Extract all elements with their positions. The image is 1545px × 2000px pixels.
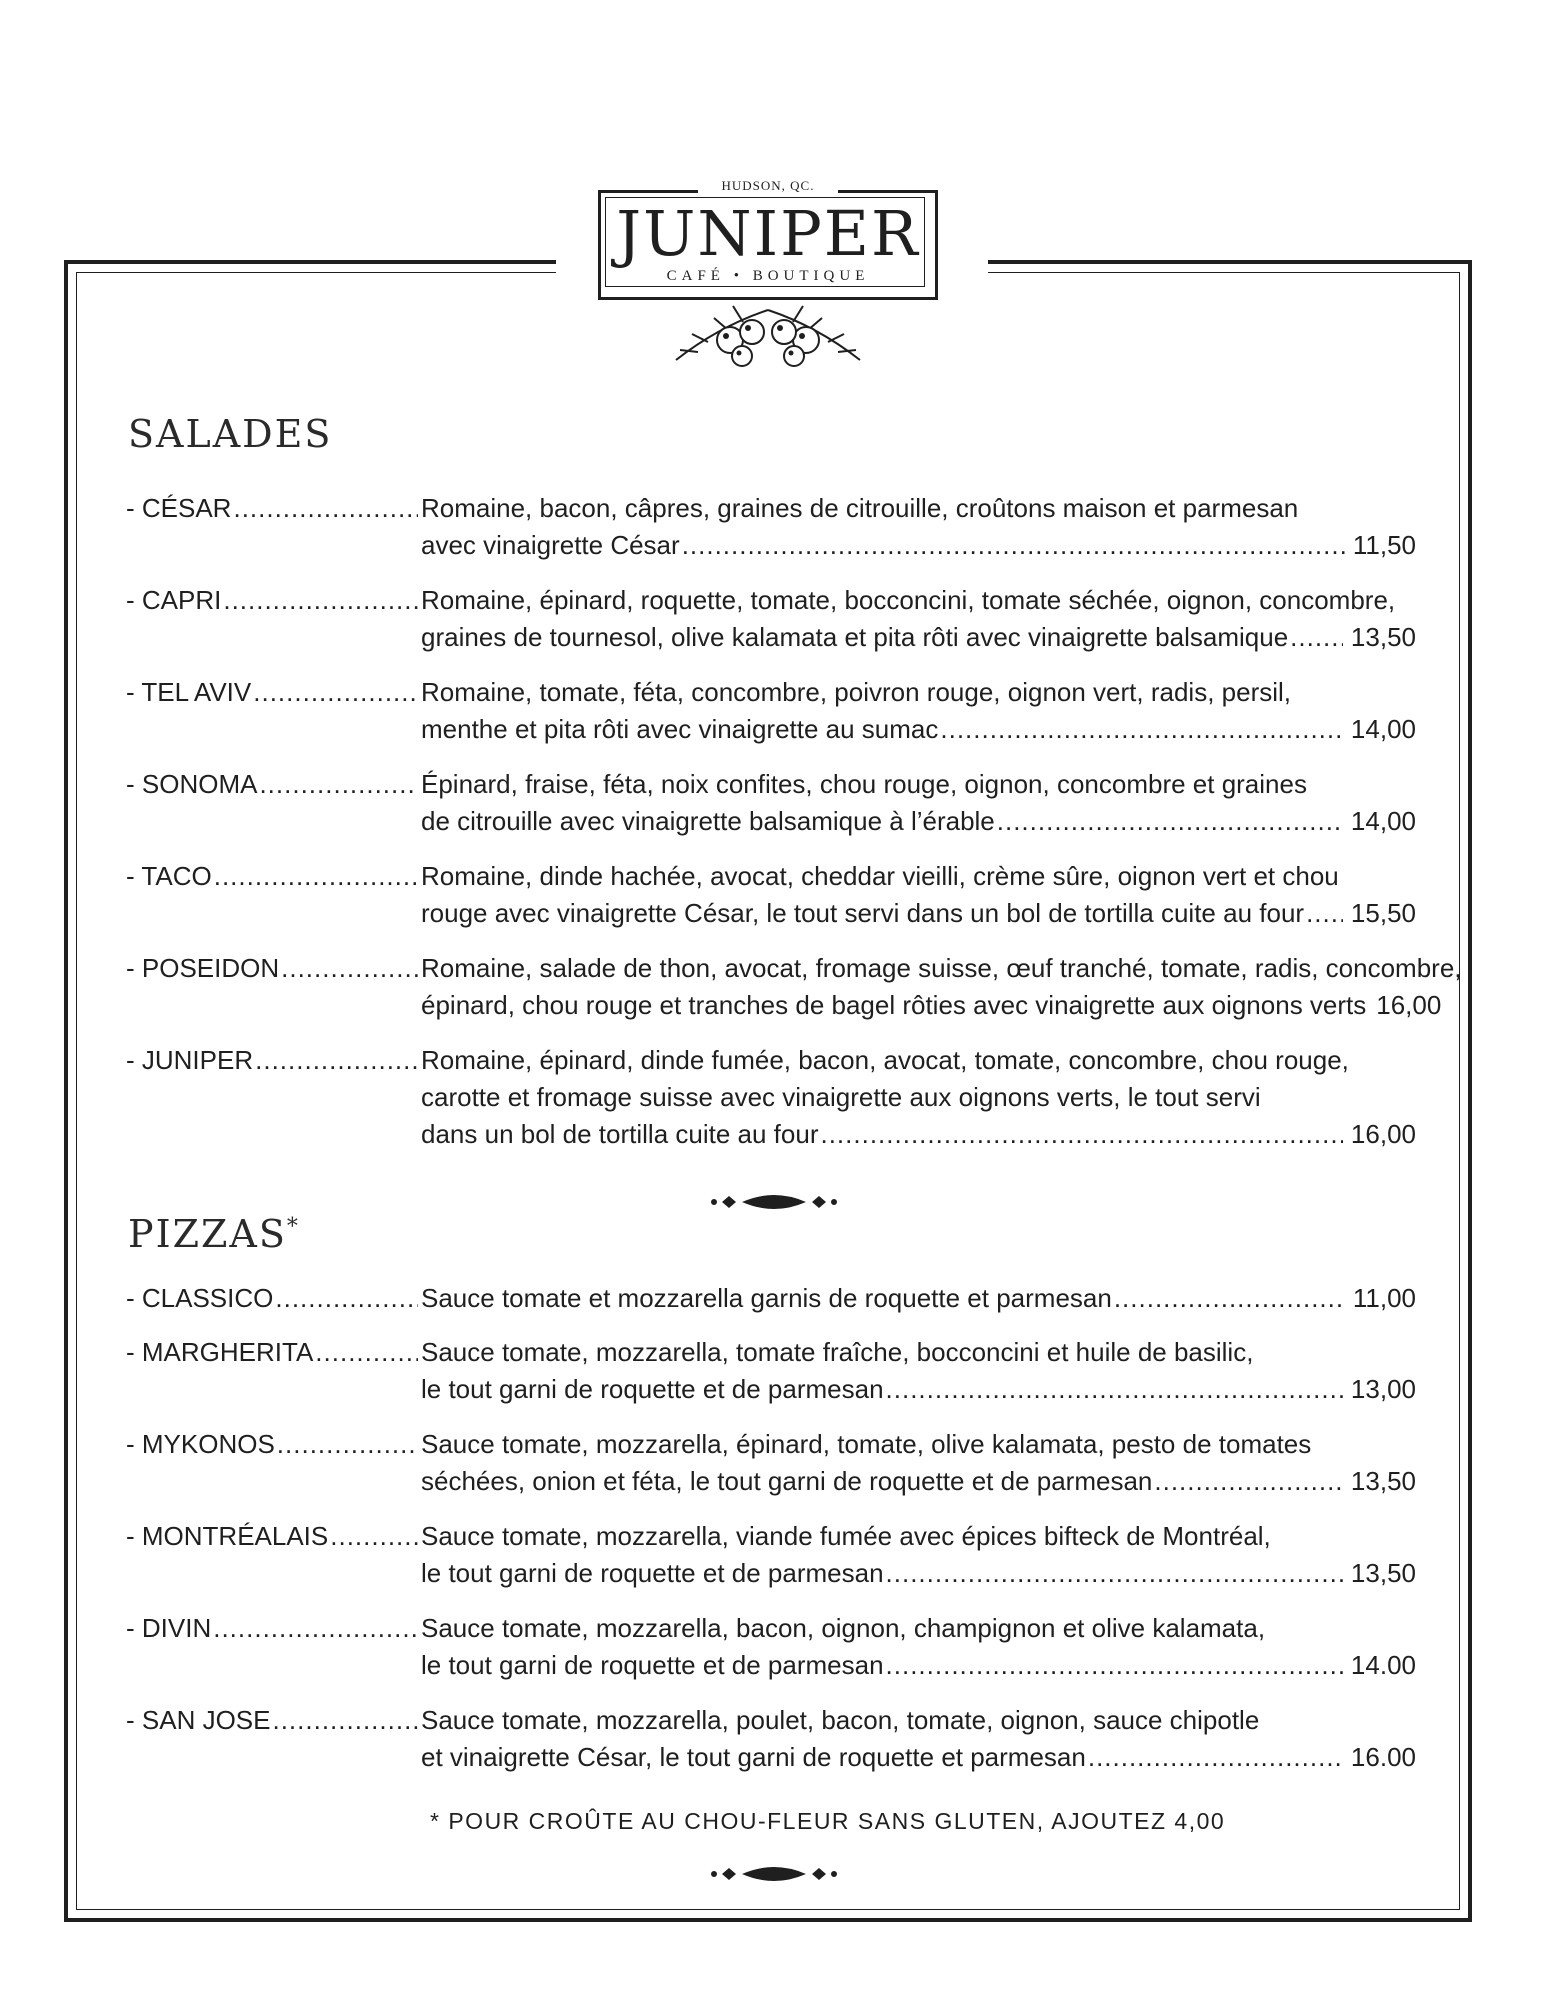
description-last-line	[421, 527, 1416, 564]
dot-leader	[682, 527, 1345, 564]
description-line: graines de tournesol, olive kalamata et pita rôti avec vinaigrette balsamique	[421, 622, 1289, 652]
item-price: 16,00	[1350, 1119, 1416, 1149]
dot-leader	[259, 766, 418, 803]
description-last-line	[421, 895, 1416, 932]
description-line: Sauce tomate, mozzarella, tomate fraîche, bocconcini et huile de basilic,	[421, 1337, 1254, 1367]
dot-leader	[1290, 619, 1343, 656]
description-line: dans un bol de tortilla cuite au four	[421, 1119, 819, 1149]
juniper-sprig-icon	[668, 290, 868, 370]
description-line: Romaine, tomate, féta, concombre, poivron rouge, oignon vert, radis, persil,	[421, 677, 1291, 707]
dot-leader	[330, 1518, 418, 1555]
item-price: 13,00	[1350, 1374, 1416, 1404]
ornament-divider-icon	[708, 1188, 840, 1216]
description-last-line	[421, 1739, 1416, 1776]
item-name: - TEL AVIV	[126, 677, 252, 707]
item-name-col	[126, 1702, 418, 1739]
item-name-col	[126, 766, 418, 803]
item-description	[421, 490, 1416, 564]
dot-leader	[255, 1042, 418, 1079]
item-name: - DIVIN	[126, 1613, 212, 1643]
dot-leader	[315, 1334, 418, 1371]
item-description	[421, 674, 1416, 748]
description-line: avec vinaigrette César	[421, 530, 680, 560]
description-last-line	[421, 711, 1416, 748]
dot-leader	[886, 1555, 1343, 1592]
description-last-line	[421, 1116, 1416, 1153]
description-line: séchées, onion et féta, le tout garni de roquette et de parmesan	[421, 1466, 1153, 1496]
item-name: - JUNIPER	[126, 1045, 254, 1075]
dot-leader	[275, 1280, 418, 1317]
description-line: Sauce tomate, mozzarella, viande fumée avec épices bifteck de Montréal,	[421, 1521, 1271, 1551]
dot-leader	[223, 582, 418, 619]
dot-leader	[272, 1702, 418, 1739]
description-last-line	[421, 1555, 1416, 1592]
item-name-col	[126, 1518, 418, 1555]
item-description	[421, 1426, 1416, 1500]
dot-leader	[886, 1371, 1343, 1408]
description-line: Sauce tomate, mozzarella, épinard, tomate, olive kalamata, pesto de tomates	[421, 1429, 1312, 1459]
item-price: 14,00	[1350, 714, 1416, 744]
logo-name: JUNIPER	[616, 197, 920, 270]
dot-leader	[997, 803, 1343, 840]
dot-leader	[820, 1116, 1342, 1153]
description-line: rouge avec vinaigrette César, le tout servi dans un bol de tortilla cuite au four	[421, 898, 1305, 928]
dot-leader	[281, 950, 418, 987]
item-description	[421, 950, 1462, 1024]
item-name: - CLASSICO	[126, 1283, 274, 1313]
item-description	[421, 858, 1416, 932]
dot-leader	[277, 1426, 418, 1463]
description-last-line	[421, 1280, 1416, 1317]
item-name-col	[126, 858, 418, 895]
description-last-line	[421, 1647, 1416, 1684]
description-line: Romaine, bacon, câpres, graines de citrouille, croûtons maison et parmesan	[421, 493, 1299, 523]
item-name-col	[126, 490, 418, 527]
description-line: menthe et pita rôti avec vinaigrette au sumac	[421, 714, 939, 744]
item-description	[421, 1610, 1416, 1684]
item-price: 16,00	[1376, 990, 1442, 1020]
description-line: Épinard, fraise, féta, noix confites, chou rouge, oignon, concombre et graines	[421, 769, 1307, 799]
item-name: - CÉSAR	[126, 493, 232, 523]
item-name: - SONOMA	[126, 769, 258, 799]
description-line: et vinaigrette César, le tout garni de roquette et parmesan	[421, 1742, 1086, 1772]
description-last-line	[421, 1463, 1416, 1500]
dot-leader	[1154, 1463, 1343, 1500]
item-name-col	[126, 1280, 418, 1317]
description-line: le tout garni de roquette et de parmesan	[421, 1650, 884, 1680]
section-title-salades: SALADES	[128, 412, 333, 456]
item-name: - TACO	[126, 861, 212, 891]
item-price: 15,50	[1350, 898, 1416, 928]
dot-leader	[1114, 1280, 1345, 1317]
dot-leader	[214, 858, 418, 895]
item-price: 14.00	[1350, 1650, 1416, 1680]
pizzas-title-mark: *	[286, 1214, 300, 1240]
dot-leader	[1306, 895, 1343, 932]
description-line: le tout garni de roquette et de parmesan	[421, 1374, 884, 1404]
item-name-col	[126, 674, 418, 711]
item-description	[421, 1280, 1416, 1317]
description-line: Sauce tomate, mozzarella, bacon, oignon, champignon et olive kalamata,	[421, 1613, 1266, 1643]
description-last-line	[421, 1371, 1416, 1408]
logo-subtitle: CAFÉ • BOUTIQUE	[666, 268, 870, 284]
logo-location: HUDSON, QC.	[698, 178, 838, 194]
item-price: 16.00	[1350, 1742, 1416, 1772]
item-price: 14,00	[1350, 806, 1416, 836]
dot-leader	[253, 674, 418, 711]
logo	[598, 178, 938, 380]
item-price: 13,50	[1350, 1466, 1416, 1496]
dot-leader	[886, 1647, 1343, 1684]
description-last-line	[421, 803, 1416, 840]
item-price: 13,50	[1350, 622, 1416, 652]
item-name: - MARGHERITA	[126, 1337, 314, 1367]
ornament-divider-icon	[708, 1860, 840, 1888]
item-name: - MONTRÉALAIS	[126, 1521, 329, 1551]
dot-leader	[233, 490, 418, 527]
item-name-col	[126, 1334, 418, 1371]
item-description	[421, 1518, 1416, 1592]
item-price: 11,50	[1352, 530, 1416, 560]
description-line: Sauce tomate et mozzarella garnis de roquette et parmesan	[421, 1283, 1112, 1313]
item-description	[421, 1702, 1416, 1776]
section-title-pizzas	[128, 1212, 300, 1256]
pizzas-title-text: PIZZAS	[128, 1212, 287, 1256]
item-name: - CAPRI	[126, 585, 222, 615]
item-name-col	[126, 950, 418, 987]
item-name-col	[126, 1426, 418, 1463]
description-last-line	[421, 619, 1416, 656]
footnote: * POUR CROÛTE AU CHOU-FLEUR SANS GLUTEN, AJOUTEZ 4,00	[430, 1808, 1226, 1834]
item-description	[421, 1042, 1416, 1153]
description-line: de citrouille avec vinaigrette balsamique à l’érable	[421, 806, 995, 836]
description-line: carotte et fromage suisse avec vinaigrette aux oignons verts, le tout servi	[421, 1082, 1261, 1112]
description-last-line	[421, 987, 1442, 1024]
item-price: 13,50	[1350, 1558, 1416, 1588]
item-name-col	[126, 1610, 418, 1647]
description-line: épinard, chou rouge et tranches de bagel rôties avec vinaigrette aux oignons verts	[421, 990, 1367, 1020]
dot-leader	[213, 1610, 418, 1647]
item-name-col	[126, 1042, 418, 1079]
description-line: Romaine, salade de thon, avocat, fromage suisse, œuf tranché, tomate, radis, concombre,	[421, 953, 1462, 983]
description-line: Romaine, dinde hachée, avocat, cheddar vieilli, crème sûre, oignon vert et chou	[421, 861, 1339, 891]
description-line: le tout garni de roquette et de parmesan	[421, 1558, 884, 1588]
item-name: - SAN JOSE	[126, 1705, 271, 1735]
item-description	[421, 1334, 1416, 1408]
item-price: 11,00	[1352, 1283, 1416, 1313]
description-line: Romaine, épinard, roquette, tomate, bocconcini, tomate séchée, oignon, concombre,	[421, 585, 1396, 615]
description-line: Romaine, épinard, dinde fumée, bacon, avocat, tomate, concombre, chou rouge,	[421, 1045, 1349, 1075]
item-description	[421, 582, 1416, 656]
dot-leader	[940, 711, 1343, 748]
item-name: - MYKONOS	[126, 1429, 275, 1459]
item-description	[421, 766, 1416, 840]
item-name: - POSEIDON	[126, 953, 280, 983]
item-name-col	[126, 582, 418, 619]
description-line: Sauce tomate, mozzarella, poulet, bacon, tomate, oignon, sauce chipotle	[421, 1705, 1260, 1735]
dot-leader	[1088, 1739, 1343, 1776]
